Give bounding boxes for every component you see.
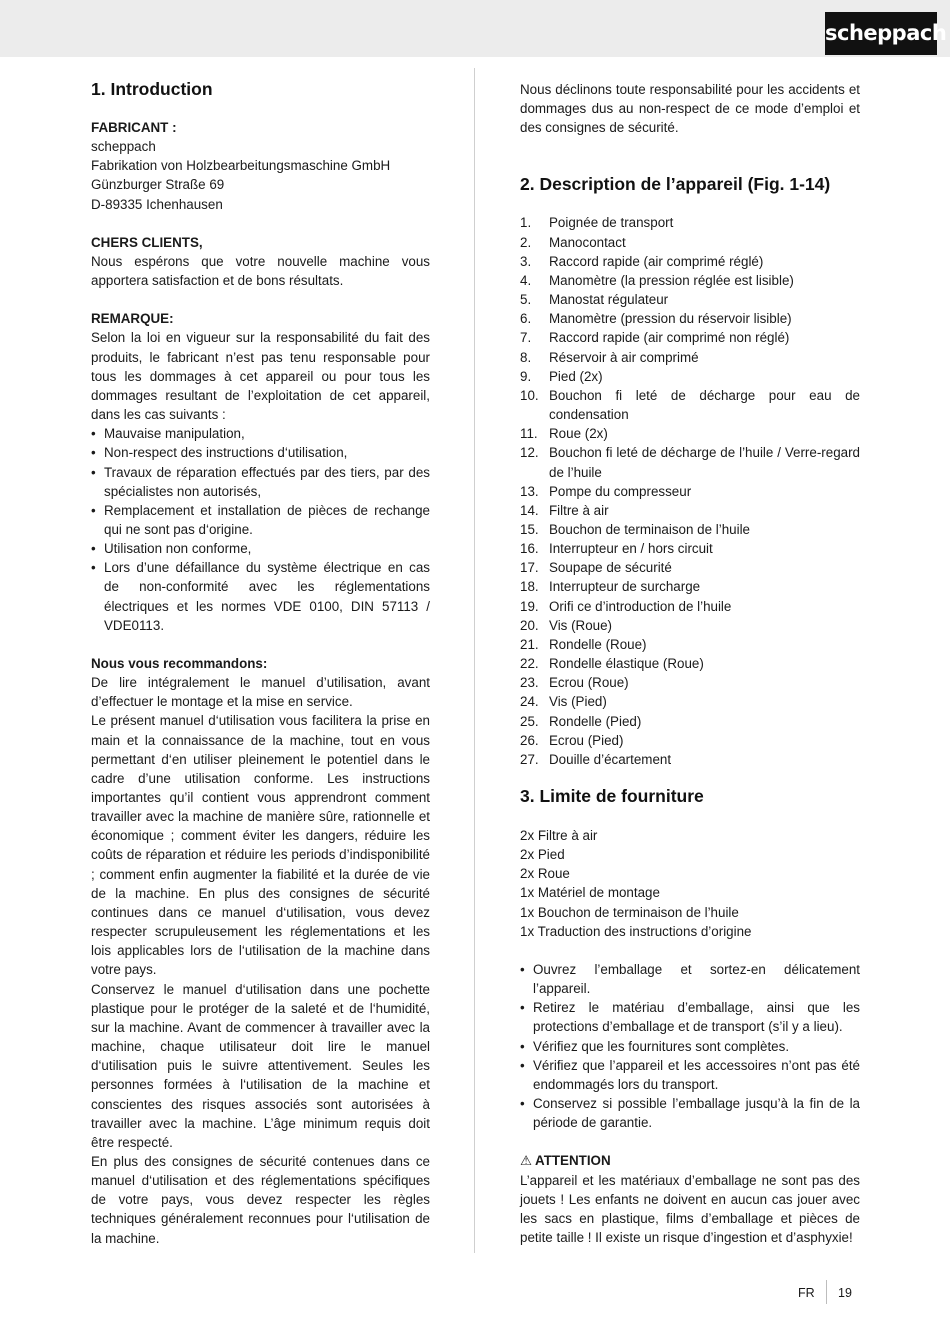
item-text: Ecrou (Roue) bbox=[549, 675, 629, 691]
list-item: • Utilisation non conforme, bbox=[91, 539, 430, 558]
list-item: • Ouvrez l’emballage et sortez-en délicatement l’appareil. bbox=[520, 960, 860, 998]
clients-text: Nous espérons que votre nouvelle machine vous apportera satisfaction et de bons résultats. bbox=[91, 253, 430, 289]
item-text: Roue (2x) bbox=[549, 426, 608, 442]
description-item bbox=[520, 577, 860, 596]
remark-text: Selon la loi en vigueur sur la responsabilité du fait des produits, le fabricant n’est pas tenu responsable pour tous les dommages à cet appareil ou pour tous les dommages resultant de l’exploitation de cet appareil, dans les cas suivants : bbox=[91, 330, 430, 423]
column-divider bbox=[474, 68, 475, 1253]
description-item bbox=[520, 328, 860, 347]
item-text: Bouchon fi leté de décharge de l’huile / Verre-regard de l’huile bbox=[549, 445, 860, 480]
recommend-paragraph: Conservez le manuel d‘utilisation dans une pochette plastique pour le protéger de la saleté et de l‘humidité, sur la machine. Avant de commencer à travailler avec la machine, chaque utilisateur doit lire le manuel d‘utilisation puis le suivre attentivement. Seules les personnes formées à l‘utilisation de la machine et conscientes des risques associés sont autorisées à travailler avec la machine. L’âge minimum requis doit être respecté. bbox=[91, 981, 430, 1150]
description-item bbox=[520, 616, 860, 635]
attention-text: L’appareil et les matériaux d’emballage ne sont pas des jouets ! Les enfants ne doivent en aucun cas jouer avec les sacs en plastique, films d’emballage et pièces de petite taille ! Il existe un risque d’ingestion et d’asphyxie! bbox=[520, 1172, 860, 1245]
item-text: Rondelle (Roue) bbox=[549, 636, 647, 652]
item-number: 15. bbox=[520, 521, 539, 537]
right-column bbox=[520, 80, 860, 1247]
liability-text: Nous déclinons toute responsabilité pour les accidents et dommages dus au non-respect de ce mode d’emploi et des consignes de sécurité. bbox=[520, 82, 860, 136]
item-text: Manomètre (pression du réservoir lisible) bbox=[549, 311, 792, 327]
supply-item: 1x Matériel de montage bbox=[520, 885, 660, 901]
description-item bbox=[520, 233, 860, 252]
footer-language: FR bbox=[798, 1286, 815, 1300]
manufacturer-line: Günzburger Straße 69 bbox=[91, 177, 225, 193]
list-item: • Vérifiez que les fournitures sont complètes. bbox=[520, 1037, 860, 1056]
item-number: 7. bbox=[520, 330, 532, 346]
description-item bbox=[520, 539, 860, 558]
recommend-paragraph: De lire intégralement le manuel d’utilisation, avant d’effectuer le montage et la mise en service. bbox=[91, 675, 430, 710]
item-text: Filtre à air bbox=[549, 502, 609, 518]
description-item bbox=[520, 673, 860, 692]
item-text: Vis (Roue) bbox=[549, 617, 613, 633]
item-number: 9. bbox=[520, 368, 532, 384]
description-item bbox=[520, 424, 860, 443]
description-item bbox=[520, 482, 860, 501]
item-number: 11. bbox=[520, 426, 538, 442]
supply-item: 2x Pied bbox=[520, 847, 565, 863]
attention-label bbox=[520, 1151, 860, 1170]
supply-item: 2x Roue bbox=[520, 866, 570, 882]
item-text: Poignée de transport bbox=[549, 215, 674, 231]
left-column bbox=[91, 70, 430, 1248]
description-item bbox=[520, 290, 860, 309]
description-item bbox=[520, 252, 860, 271]
list-item: • Non-respect des instructions d‘utilisation, bbox=[91, 443, 430, 462]
item-text: Orifi ce d’introduction de l’huile bbox=[549, 598, 732, 614]
item-text: Interrupteur en / hors circuit bbox=[549, 541, 713, 557]
item-text: Ecrou (Pied) bbox=[549, 732, 624, 748]
supply-item: 2x Filtre à air bbox=[520, 828, 598, 843]
item-text: Pompe du compresseur bbox=[549, 483, 692, 499]
footer-separator bbox=[826, 1280, 827, 1304]
recommend-paragraph: En plus des consignes de sécurité contenues dans ce manuel d‘utilisation et des réglementations spécifiques de votre pays, vous devez respecter les règles techniques généralement reconnues pour l‘utilisation de la machine. bbox=[91, 1153, 430, 1246]
page-number: 19 bbox=[838, 1286, 852, 1300]
item-text: Manomètre (la pression réglée est lisible) bbox=[549, 272, 794, 288]
item-number: 8. bbox=[520, 349, 532, 365]
item-number: 19. bbox=[520, 598, 539, 614]
recommend-label: Nous vous recommandons: bbox=[91, 655, 268, 671]
item-text: Bouchon fi leté de décharge pour eau de condensation bbox=[549, 387, 860, 423]
item-text: Raccord rapide (air comprimé non réglé) bbox=[549, 330, 790, 346]
supply-item: 1x Traduction des instructions d’origine bbox=[520, 923, 752, 939]
scheppach-logo: scheppach bbox=[825, 12, 937, 55]
item-number: 18. bbox=[520, 579, 539, 595]
list-item: • Lors d’une défaillance du système électrique en cas de non-conformité avec les réglementations électriques et les normes VDE 0100, DIN 57113 / VDE0113. bbox=[91, 558, 430, 635]
item-text: Rondelle (Pied) bbox=[549, 713, 642, 729]
list-item: • Conservez si possible l’emballage jusqu’à la fin de la période de garantie. bbox=[520, 1094, 860, 1132]
intro-heading: 1. Introduction bbox=[91, 79, 213, 99]
warning-triangle-icon: ⚠ bbox=[520, 1153, 533, 1169]
description-item bbox=[520, 712, 860, 731]
item-text: Réservoir à air comprimé bbox=[549, 349, 699, 365]
item-number: 6. bbox=[520, 311, 532, 327]
description-item bbox=[520, 520, 860, 539]
list-item: • Remplacement et installation de pièces de rechange qui ne sont pas d‘origine. bbox=[91, 501, 430, 539]
description-item bbox=[520, 654, 860, 673]
item-text: Rondelle élastique (Roue) bbox=[549, 656, 704, 672]
item-text: Vis (Pied) bbox=[549, 694, 607, 710]
item-number: 5. bbox=[520, 292, 532, 308]
item-text: Pied (2x) bbox=[549, 368, 603, 384]
item-number: 13. bbox=[520, 483, 539, 499]
item-text: Raccord rapide (air comprimé réglé) bbox=[549, 253, 764, 269]
item-number: 4. bbox=[520, 272, 532, 288]
description-item bbox=[520, 271, 860, 290]
list-item: • Travaux de réparation effectués par des tiers, par des spécialistes non autorisés, bbox=[91, 463, 430, 501]
description-item bbox=[520, 348, 860, 367]
item-number: 1. bbox=[520, 215, 532, 231]
description-item bbox=[520, 750, 860, 769]
item-number: 21. bbox=[520, 636, 539, 652]
item-text: Soupape de sécurité bbox=[549, 560, 672, 576]
description-item bbox=[520, 731, 860, 750]
list-item: • Retirez le matériau d’emballage, ainsi que les protections d’emballage et de transport (s’il y a lieu). bbox=[520, 998, 860, 1036]
item-number: 17. bbox=[520, 560, 539, 576]
description-item bbox=[520, 597, 860, 616]
description-item bbox=[520, 501, 860, 520]
item-number: 2. bbox=[520, 234, 532, 250]
description-item bbox=[520, 309, 860, 328]
unpacking-list bbox=[520, 960, 860, 1132]
item-text: Manocontact bbox=[549, 234, 626, 250]
item-text: Manostat régulateur bbox=[549, 292, 669, 308]
item-number: 22. bbox=[520, 656, 539, 672]
description-item bbox=[520, 213, 860, 232]
manufacturer-line: Fabrikation von Holzbearbeitungsmaschine GmbH bbox=[91, 158, 391, 174]
description-item bbox=[520, 635, 860, 654]
attention-label-text: ATTENTION bbox=[535, 1153, 611, 1169]
item-number: 16. bbox=[520, 541, 539, 557]
item-number: 23. bbox=[520, 675, 539, 691]
item-number: 25. bbox=[520, 713, 539, 729]
description-item bbox=[520, 443, 860, 481]
description-heading: 2. Description de l’appareil (Fig. 1-14) bbox=[520, 174, 831, 195]
item-number: 24. bbox=[520, 694, 539, 710]
description-item bbox=[520, 558, 860, 577]
remark-label: REMARQUE: bbox=[91, 311, 174, 327]
item-number: 26. bbox=[520, 732, 539, 748]
description-list bbox=[520, 213, 860, 769]
item-text: Interrupteur de surcharge bbox=[549, 579, 701, 595]
recommend-paragraph: Le présent manuel d‘utilisation vous facilitera la prise en main et la connaissance de la machine, tout en vous permettant d‘en utiliser pleinement le potentiel dans le cadre d’une utilisation conforme. Les instructions importantes qu’il contient vous apprendront comment travailler avec la machine de manière sûre, rationnelle et économique ; comment éviter les dangers, réduire les coûts de réparation et réduire les periods d’indisponibilité ; comment enfin augmenter la fiabilité et la durée de vie de la machine. En plus des consignes de sécurité continues dans ce manuel d‘utilisation, vous devez respecter scrupuleusement les réglementations et les lois applicables lors de l‘utilisation de la machine dans votre pays. bbox=[91, 713, 430, 978]
header-bar bbox=[0, 0, 950, 57]
list-item: • Mauvaise manipulation, bbox=[91, 424, 430, 443]
clients-label: CHERS CLIENTS, bbox=[91, 234, 203, 250]
list-item: • Vérifiez que l’appareil et les accessoires n’ont pas été endommagés lors du transport. bbox=[520, 1056, 860, 1094]
item-number: 12. bbox=[520, 445, 539, 461]
manufacturer-line: scheppach bbox=[91, 139, 156, 155]
item-number: 3. bbox=[520, 253, 532, 269]
supply-heading: 3. Limite de fourniture bbox=[520, 786, 704, 806]
description-item bbox=[520, 692, 860, 711]
item-number: 10. bbox=[520, 387, 539, 403]
manufacturer-label: FABRICANT : bbox=[91, 120, 177, 135]
item-text: Bouchon de terminaison de l’huile bbox=[549, 521, 750, 537]
item-number: 27. bbox=[520, 751, 539, 767]
item-number: 20. bbox=[520, 617, 539, 633]
remark-list bbox=[91, 424, 430, 635]
supply-item: 1x Bouchon de terminaison de l’huile bbox=[520, 904, 739, 920]
manufacturer-line: D-89335 Ichenhausen bbox=[91, 196, 223, 212]
item-text: Douille d’écartement bbox=[549, 751, 672, 767]
item-number: 14. bbox=[520, 502, 539, 518]
description-item bbox=[520, 386, 860, 424]
description-item bbox=[520, 367, 860, 386]
